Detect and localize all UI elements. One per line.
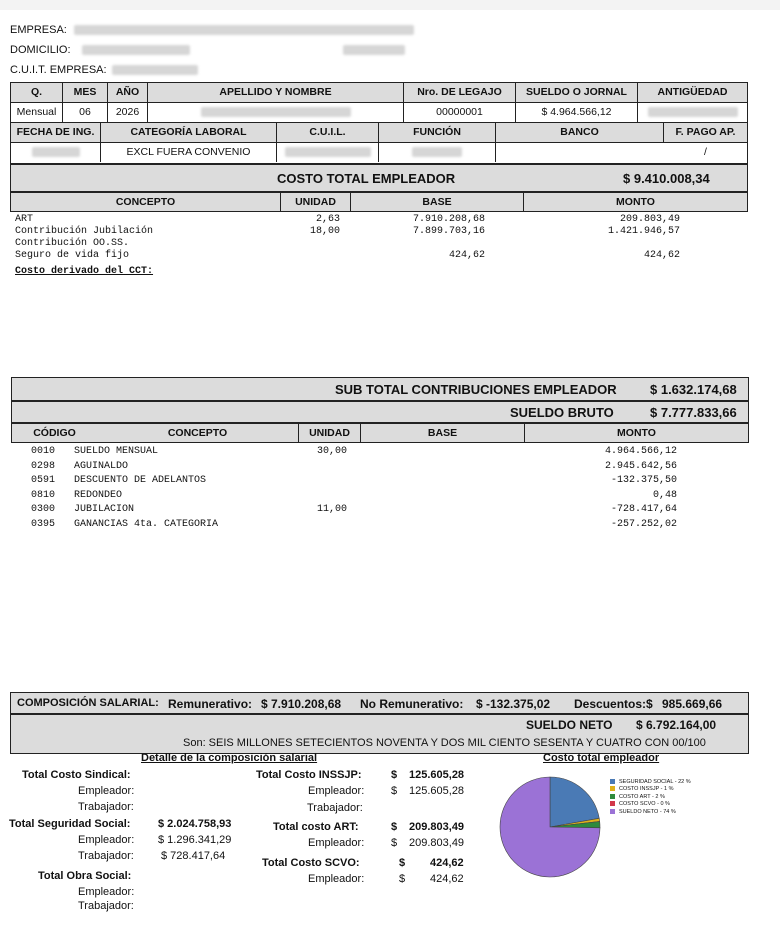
legend-label: COSTO INSSJP - 1 %: [619, 786, 674, 793]
cuit-row: [10, 64, 198, 76]
legend-item: [610, 809, 691, 816]
composicion-bar: [10, 692, 749, 714]
haberes-rows: [31, 446, 691, 533]
sindical-label: Total Costo Sindical:: [22, 769, 131, 781]
legend-swatch: [610, 794, 615, 799]
sueldo-value: $ 4.964.566,12: [516, 103, 638, 122]
contrib-rows: [15, 214, 695, 278]
costo-total-value: $ 9.410.008,34: [623, 171, 710, 186]
col-banco: BANCO: [496, 123, 664, 142]
inssjp-cur: $: [391, 769, 398, 781]
subtotal-value: $ 1.632.174,68: [650, 382, 737, 397]
son-text: Son: SEIS MILLONES SETECIENTOS NOVENTA Y DOS MIL CIENTO SESENTA Y CUATRO CON 00/100: [183, 737, 706, 749]
haberes-col-base: BASE: [361, 424, 525, 443]
employee-data-row: [11, 103, 747, 123]
fpago-value: /: [704, 146, 707, 158]
scvo-empleador-value: 424,62: [430, 873, 464, 885]
col-cuil: C.U.I.L.: [277, 123, 379, 142]
no-remunerativo-label: No Remunerativo:: [360, 697, 464, 711]
col-q: Q.: [11, 83, 63, 102]
col-funcion: FUNCIÓN: [379, 123, 496, 142]
domicilio-redacted-2: [343, 45, 405, 55]
composicion-label: COMPOSICIÓN SALARIAL:: [17, 697, 159, 709]
pie-chart: [495, 770, 605, 880]
costo-total-label: COSTO TOTAL EMPLEADOR: [277, 171, 456, 186]
table-row: 0298 AGUINALDO 2.945.642,56: [31, 460, 677, 472]
cuit-redacted: [112, 65, 198, 75]
cct-label: Costo derivado del CCT:: [15, 266, 154, 277]
legend-swatch: [610, 809, 615, 814]
obra-social-trabajador: Trabajador:: [78, 900, 134, 912]
empresa-row: [10, 24, 414, 36]
table-row: 0300 JUBILACION 11,00 -728.417,64: [31, 504, 677, 515]
mes-value: 06: [63, 103, 108, 122]
col-anio: AÑO: [108, 83, 148, 102]
sueldo-bruto-label: SUELDO BRUTO: [510, 405, 614, 420]
legend-item: [610, 786, 691, 793]
sueldo-neto-value: $ 6.792.164,00: [636, 718, 717, 732]
inssjp-empleador: Empleador:: [308, 785, 365, 797]
domicilio-redacted: [82, 45, 190, 55]
descuentos-value: 985.669,66: [662, 697, 723, 711]
seguridad-trabajador-value: $ 728.417,64: [161, 850, 226, 862]
inssjp-trabajador: Trabajador:: [307, 802, 363, 814]
sindical-empleador: Empleador:: [78, 785, 135, 797]
top-bar: [0, 0, 780, 10]
art-total: 209.803,49: [409, 821, 465, 833]
table-row: Seguro de vida fijo 424,62 424,62: [15, 250, 680, 261]
art-label: Total costo ART:: [273, 821, 359, 833]
domicilio-label: DOMICILIO:: [10, 44, 71, 56]
seguridad-empleador-value: $ 1.296.341,29: [158, 834, 232, 846]
inssjp-label: Total Costo INSSJP:: [256, 769, 362, 781]
table-row: 0395 GANANCIAS 4ta. CATEGORIA -257.252,02: [31, 518, 677, 530]
detalle-section: [0, 765, 480, 915]
art-empleador-cur: $: [391, 837, 398, 849]
contrib-col-base: BASE: [351, 193, 524, 212]
legend-label: SEGURIDAD SOCIAL - 22 %: [619, 779, 691, 785]
contrib-col-concepto: CONCEPTO: [11, 193, 281, 212]
haberes-col-unidad: UNIDAD: [299, 424, 361, 443]
legend-swatch: [610, 786, 615, 791]
remunerativo-value: $ 7.910.208,68: [261, 697, 342, 711]
funcion-value: [379, 143, 496, 162]
employee-header-row-2: [11, 123, 747, 143]
haberes-header-row: [11, 423, 749, 443]
cuil-value: [277, 143, 379, 162]
legend-item: [610, 801, 691, 808]
table-row: 0010 SUELDO MENSUAL 30,00 4.964.566,12: [31, 446, 677, 457]
no-remunerativo-value: $ -132.375,02: [476, 697, 551, 711]
contrib-header-row: [10, 192, 748, 212]
employee-table: [10, 82, 748, 164]
haberes-col-monto: MONTO: [617, 427, 656, 439]
art-cur: $: [391, 821, 398, 833]
cuit-label: C.U.I.T. EMPRESA:: [10, 64, 107, 76]
contrib-col-unidad: UNIDAD: [281, 193, 351, 212]
legend-item: [610, 794, 691, 801]
scvo-empleador: Empleador:: [308, 873, 365, 885]
anio-value: 2026: [108, 103, 148, 122]
sindical-trabajador: Trabajador:: [78, 801, 134, 813]
table-row: 0591 DESCUENTO DE ADELANTOS -132.375,50: [31, 475, 677, 486]
legend-label: COSTO SCVO - 0 %: [619, 801, 670, 808]
descuentos-label: Descuentos:$: [574, 697, 653, 711]
col-nombre: APELLIDO Y NOMBRE: [148, 83, 404, 102]
subtotal-label: SUB TOTAL CONTRIBUCIONES EMPLEADOR: [335, 382, 617, 397]
haberes-col-codigo: CÓDIGO: [33, 427, 76, 439]
remunerativo-label: Remunerativo:: [168, 697, 253, 711]
domicilio-row: [10, 44, 405, 56]
table-row: Contribución Jubilación 18,00 7.899.703,16 1.421.946,57: [15, 226, 680, 237]
legend-swatch: [610, 801, 615, 806]
sueldo-neto-label: SUELDO NETO: [526, 718, 613, 732]
employee-header-row: [11, 83, 747, 103]
inssjp-empleador-cur: $: [391, 785, 398, 797]
scvo-label: Total Costo SCVO:: [262, 857, 360, 869]
nombre-value: [148, 103, 404, 122]
fecha-ing-value: [11, 143, 101, 162]
sueldo-bruto-value: $ 7.777.833,66: [650, 405, 737, 420]
empresa-redacted: [74, 25, 414, 35]
sueldo-neto-bar: [10, 714, 749, 754]
col-antiguedad: ANTIGÜEDAD: [657, 86, 728, 98]
table-row: Contribución OO.SS.: [15, 238, 130, 249]
art-empleador: Empleador:: [308, 837, 365, 849]
antiguedad-value: [638, 103, 747, 122]
costo-total-bar: [10, 164, 748, 192]
seguridad-label: Total Seguridad Social:: [9, 818, 131, 830]
art-empleador-value: 209.803,49: [409, 837, 465, 849]
legend-label: SUELDO NETO - 74 %: [619, 808, 676, 815]
table-row: ART 2,63 7.910.208,68 209.803,49: [15, 214, 680, 225]
contrib-col-monto: MONTO: [616, 196, 655, 208]
seguridad-empleador: Empleador:: [78, 834, 135, 846]
cct-row: [15, 266, 695, 278]
legajo-value: 00000001: [404, 103, 516, 122]
scvo-cur: $: [399, 857, 406, 869]
q-value: Mensual: [11, 103, 63, 122]
inssjp-empleador-value: 125.605,28: [409, 785, 465, 797]
obra-social-empleador: Empleador:: [78, 886, 135, 898]
subtotal-bar: [11, 377, 749, 401]
col-fecha-ing: FECHA DE ING.: [11, 123, 101, 142]
scvo-total: 424,62: [430, 857, 464, 869]
table-row: 0810 REDONDEO 0,48: [31, 489, 677, 501]
col-sueldo: SUELDO O JORNAL: [516, 83, 638, 102]
chart-title: Costo total empleador: [543, 752, 660, 764]
seguridad-total: $ 2.024.758,93: [158, 818, 232, 830]
haberes-col-concepto: CONCEPTO: [97, 424, 299, 443]
legend-swatch: [610, 779, 615, 784]
inssjp-total: 125.605,28: [409, 769, 465, 781]
categoria-value: EXCL FUERA CONVENIO: [101, 143, 277, 162]
pie-legend: [610, 779, 691, 816]
col-categoria: CATEGORÍA LABORAL: [101, 123, 277, 142]
seguridad-trabajador: Trabajador:: [78, 850, 134, 862]
legend-item: [610, 779, 691, 786]
sueldo-bruto-bar: [11, 401, 749, 423]
obra-social-label: Total Obra Social:: [38, 870, 132, 882]
col-mes: MES: [63, 83, 108, 102]
col-fpago: F. PAGO AP.: [675, 126, 736, 138]
col-legajo: Nro. DE LEGAJO: [404, 83, 516, 102]
detalle-title: Detalle de la composición salarial: [141, 752, 318, 764]
legend-label: COSTO ART - 2 %: [619, 793, 665, 800]
scvo-empleador-cur: $: [399, 873, 406, 885]
empresa-label: EMPRESA:: [10, 24, 67, 36]
employee-data-row-2: [11, 143, 747, 163]
